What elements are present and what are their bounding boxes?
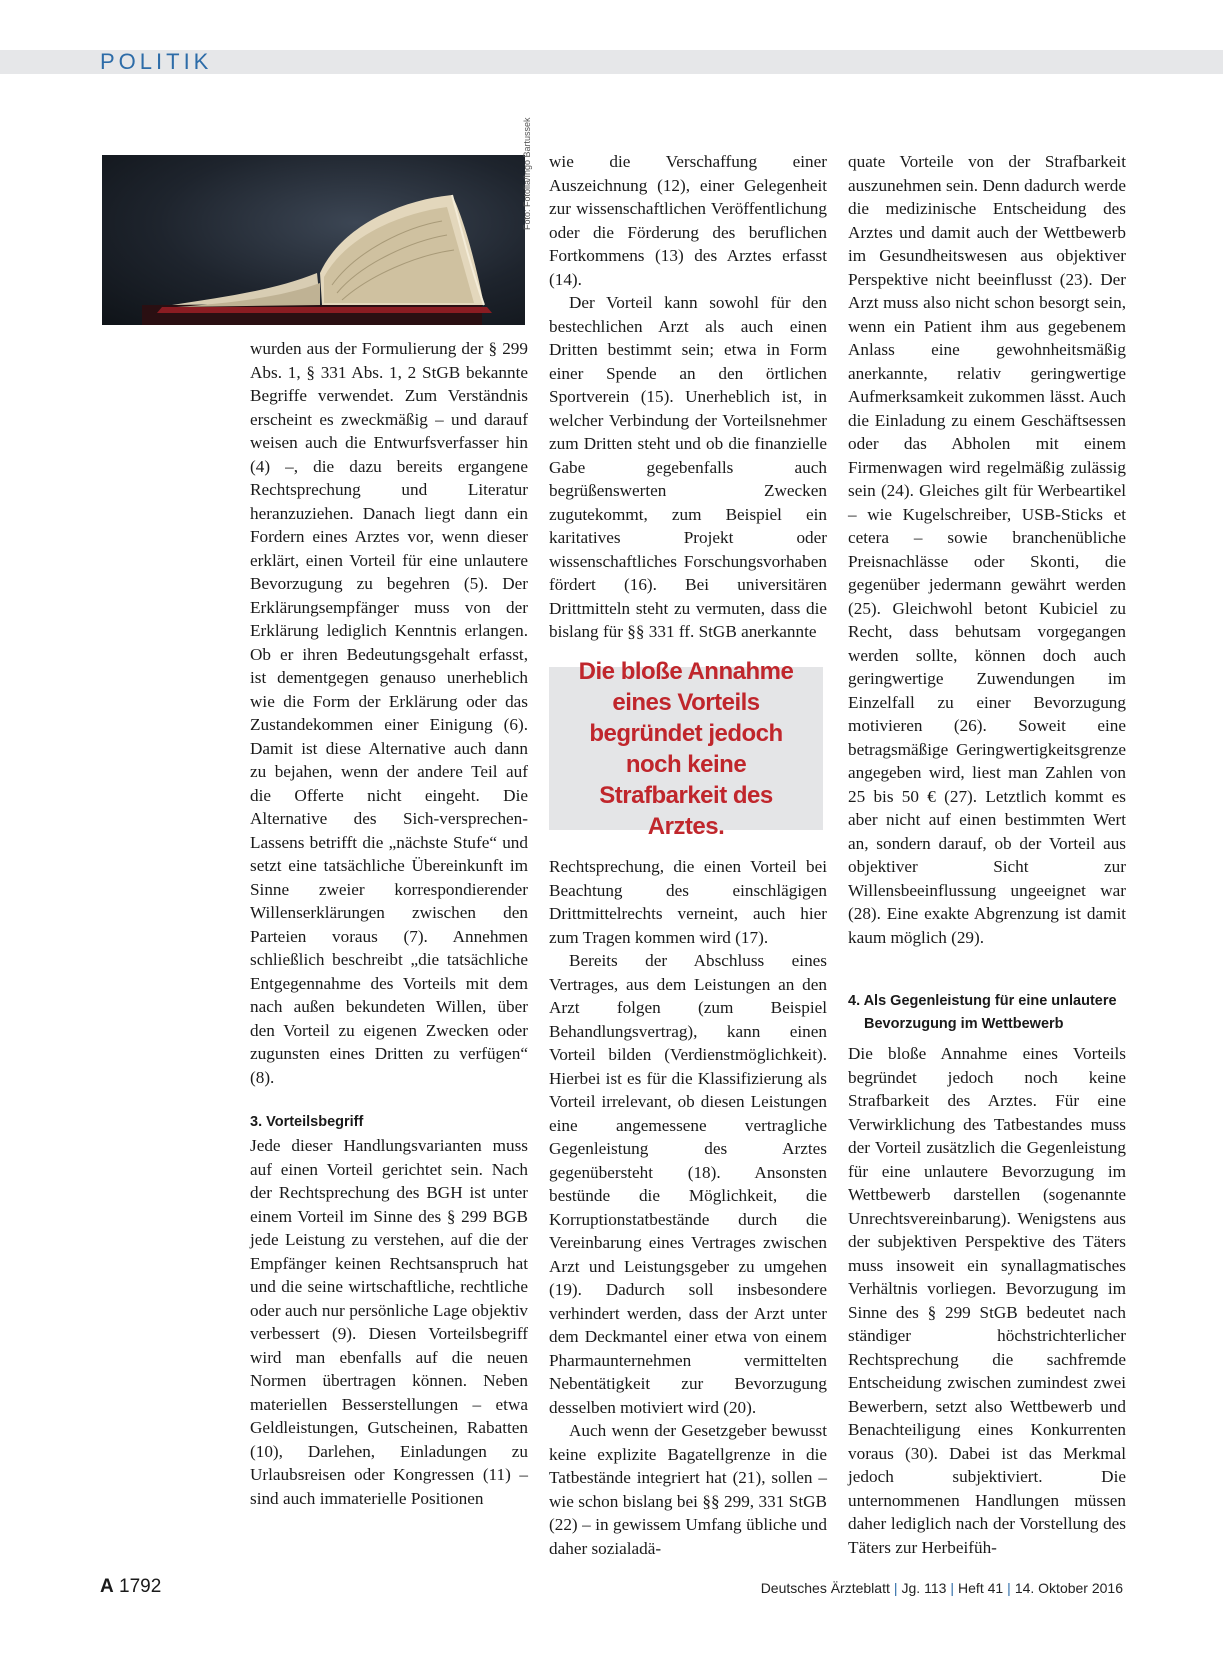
column-3-bottom	[848, 1042, 1126, 1559]
page-prefix: A	[100, 1576, 114, 1597]
subheading-vorteilsbegriff: 3. Vorteilsbegriff	[250, 1114, 364, 1130]
page-number	[100, 1576, 161, 1598]
column-2-paragraph: Auch wenn der Gesetzgeber bewusst keine explizite Bagatellgrenze in die Tatbestände integriert hat (21), sollen – wie schon bislang bei §§ 299, 331 StGB (22) – in gewissem Umfang übliche und daher sozialadä-	[549, 1421, 827, 1558]
journal-date: 14. Oktober 2016	[1014, 1580, 1123, 1596]
open-book-image	[102, 155, 525, 325]
column-2-paragraph: Der Vorteil kann sowohl für den bestechlichen Arzt als auch einen Dritten bestimmt sein; etwa in Form einer Spende an den örtlichen Sportverein (15). Unerheblich ist, in welcher Verbindung der Vorteilsnehmer zum Dritten steht und ob die finanzielle Gabe gegebenfalls auch begrüßenswerten Zwecken zugutekommt, zum Beispiel ein karitatives Projekt oder wissenschaftliches Forschungsvorhaben fördert (16). Bei universitären Drittmitteln steht zu vermuten, dass die bislang für §§ 331 ff. StGB anerkannte	[549, 293, 827, 641]
book-photo	[102, 155, 525, 325]
column-3-paragraph: Die bloße Annahme eines Vorteils begründet jedoch noch keine Strafbarkeit des Arztes. Für eine Verwirklichung des Tatbestandes muss der Vorteil zusätzlich die Gegenleistung für eine unlautere Bevorzugung im Wettbewerb darstellen (sogenannte Unrechtsvereinbarung). Wenigstens aus der subjektiven Perspektive des Täters muss insoweit ein synallagmatisches Verhältnis vorliegen. Bevorzugung im Sinne des § 299 StGB bedeutet nach ständiger höchstrichterlicher Rechtsprechung die sachfremde Entscheidung zwischen zumindest zwei Bewerbern, setzt also Wettbewerb und Benachteiligung eines Konkurrenten voraus (30). Dabei ist das Merkmal jedoch subjektiviert. Die unternommenen Handlungen müssen daher lediglich nach der Vorstellung des Täters zur Herbeifüh-	[848, 1044, 1126, 1557]
separator: |	[950, 1580, 955, 1596]
page-number-value: 1792	[119, 1576, 162, 1597]
section-title: POLITIK	[100, 49, 213, 74]
journal-volume: Jg. 113	[901, 1580, 947, 1596]
column-3-paragraph: quate Vorteile von der Strafbarkeit auszunehmen sein. Denn dadurch werde die medizinische Entscheidung des Arztes und damit auch der Wettbewerb im Gesundheitswesen aus objektiver Perspektive nicht beeinflusst (23). Der Arzt muss also nicht schon besorgt sein, wenn ein Patient ihm aus gegebenem Anlass eine gewohnheitsmäßig anerkannte, relativ geringwertige Aufmerksamkeit zukommen lässt. Auch die Einladung zu einem Geschäftsessen oder das Abholen mit einem Firmenwagen wird regelmäßig zulässig sein (24). Gleiches gilt für Werbeartikel – wie Kugelschreiber, USB-Sticks et cetera – sowie branchenübliche Preisnachlässe oder Skonti, die gegenüber jedermann gewährt werden (25). Gleichwohl betont Kubiciel zu Recht, dass behutsam vorgegangen werden sollte, können doch auch geringwertige Zuwendungen im Einzelfall zu einer Bevorzugung motivieren (26). Soweit eine betragsmäßige Geringwertigkeitsgrenze angegeben wird, liest man Zahlen von 25 bis 50 € (27). Letztlich kommt es aber nicht auf einen bestimmten Wert an, sondern darauf, ob der Vorteil aus objektiver Sicht zur Willensbeeinflussung ungeeignet war (28). Eine exakte Abgrenzung ist damit kaum möglich (29).	[848, 152, 1126, 947]
column-2-paragraph: wie die Verschaffung einer Auszeichnung (12), einer Gelegenheit zur wissenschaftlichen Veröffentlichung oder die Förderung des beruflichen Fortkommens (13) des Arztes erfasst (14).	[549, 152, 827, 289]
pull-quote: Die bloße Annahme eines Vorteils begründet jedoch noch keine Strafbarkeit des Arztes.	[578, 657, 794, 840]
column-2-paragraph: Rechtsprechung, die einen Vorteil bei Beachtung des einschlägigen Drittmittelrechts verneint, auch hier zum Tragen kommen wird (17).	[549, 857, 827, 947]
column-2-paragraph: Bereits der Abschluss eines Vertrages, aus dem Leistungen an den Arzt folgen (zum Beispiel Behandlungsvertrag), kann einen Vorteil bilden (Verdienstmöglichkeit). Hierbei ist es für die Klassifizierung als Vorteil irrelevant, ob diesen Leistungen eine angemessene vertragliche Gegenleistung des Arztes gegenübersteht (18). Ansonsten bestünde die Möglichkeit, die Korruptionstatbestände durch die Vereinbarung eines Vertrages zwischen Arzt und Leistungsgeber zu umgehen (19). Dadurch soll insbesondere verhindert werden, dass der Arzt unter dem Deckmantel einer etwa von einem Pharmaunternehmen vermittelten Nebentätigkeit zur Bevorzugung desselben motiviert wird (20).	[549, 951, 827, 1417]
journal-issue: Heft 41	[958, 1580, 1004, 1596]
column-1-paragraph: Jede dieser Handlungsvarianten muss auf einen Vorteil gerichtet sein. Nach der Rechtsprechung des BGH ist unter einem Vorteil im Sinne des § 299 BGB jede Leistung zu verstehen, auf die der Empfänger keinen Rechtsanspruch hat und die seine wirtschaftliche, rechtliche oder auch nur persönliche Lage objektiv verbessert (9). Diesen Vorteilsbegriff wird man ebenfalls auf die neuen Normen übertragen können. Neben materiellen Besserstellungen – etwa Geldleistungen, Gutscheinen, Rabatten (10), Darlehen, Einladungen zu Urlaubsreisen oder Kongressen (11) – sind auch immaterielle Positionen	[250, 1136, 528, 1508]
journal-info	[761, 1580, 1123, 1596]
photo-credit: Foto: Fotolia/Ingo Bartussek	[522, 117, 532, 230]
column-2-top	[549, 150, 827, 644]
subheading-line: Bevorzugung im Wettbewerb	[864, 1016, 1064, 1032]
separator: |	[893, 1580, 898, 1596]
journal-name: Deutsches Ärzteblatt	[760, 1580, 890, 1596]
subheading-gegenleistung	[848, 990, 1126, 1036]
column-3-top	[848, 150, 1126, 949]
column-1	[250, 337, 528, 1510]
column-1-paragraph: wurden aus der Formulierung der § 299 Abs. 1, § 331 Abs. 1, 2 StGB bekannte Begriffe verwendet. Zum Verständnis erscheint es zweckmäßig – und darauf weisen auch die Entwurfsverfasser hin (4) –, die dazu bereits ergangene Rechtsprechung und Literatur heranzuziehen. Danach liegt dann ein Fordern eines Arztes vor, wenn dieser erklärt, einen Vorteil für eine unlautere Bevorzugung zu begehren (5). Der Erklärungsempfänger muss von der Erklärung lediglich Kenntnis erlangen. Ob er ihren Bedeutungsgehalt erfasst, ist dementgegen genauso unerheblich wie die Form der Erklärung oder das Zustandekommen einer Einigung (6). Damit ist diese Alternative auch dann zu bejahen, wenn der andere Teil auf die Offerte nicht eingeht. Die Alternative des Sich-versprechen-Lassens betrifft die „nächste Stufe“ und setzt eine tatsächliche Übereinkunft im Sinne zweier korrespondierender Willenserklärungen zwischen den Parteien voraus (7). Annehmen schließlich beschreibt „die tatsächliche Entgegennahme des Vorteils mit dem nach außen bekundeten Willen, über den Vorteil zu eigenen Zwecken oder zugunsten eines Dritten zu verfügen“ (8).	[250, 339, 528, 1087]
pull-quote-box	[549, 657, 823, 840]
column-2-bottom	[549, 855, 827, 1560]
subheading-line: 4. Als Gegenleistung für eine unlautere	[848, 993, 1117, 1009]
separator: |	[1007, 1580, 1011, 1596]
